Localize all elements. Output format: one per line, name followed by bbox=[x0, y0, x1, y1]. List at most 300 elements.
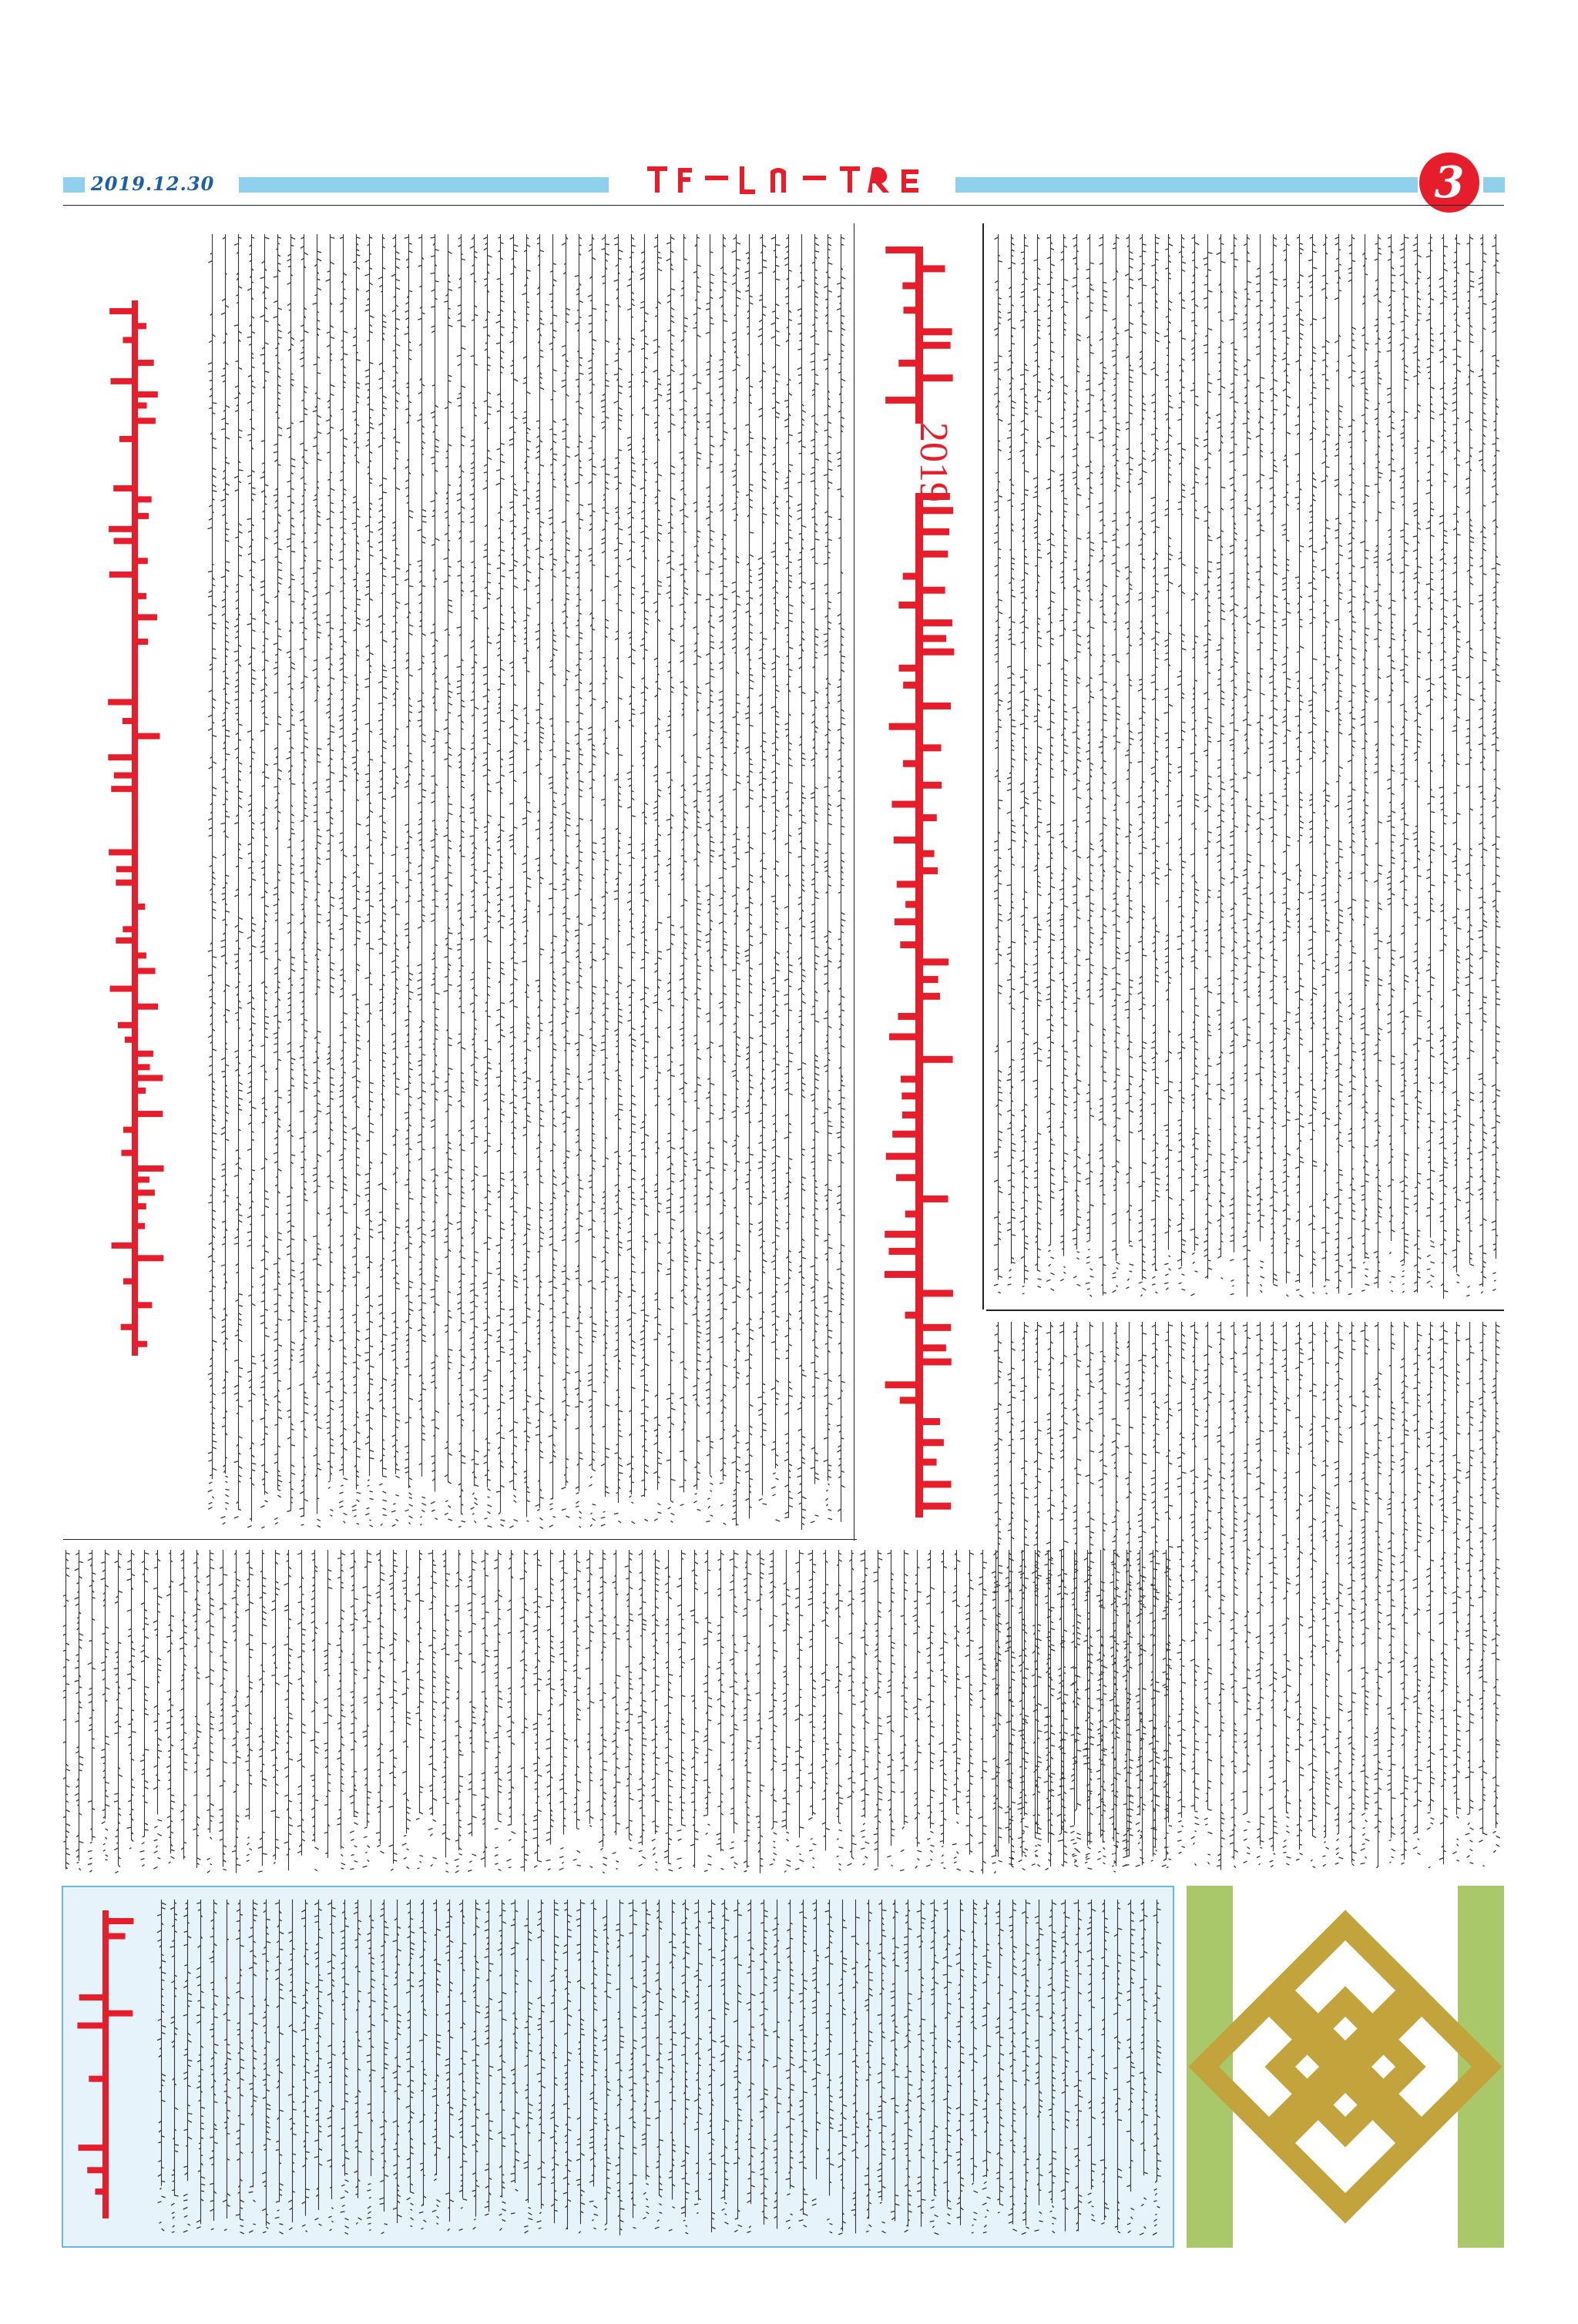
glyph-stroke bbox=[1234, 1001, 1238, 1003]
glyph-stroke bbox=[1431, 1240, 1434, 1242]
glyph-stroke bbox=[1190, 753, 1195, 754]
glyph-stroke bbox=[1256, 1073, 1261, 1075]
glyph-stroke bbox=[1431, 563, 1434, 565]
glyph-stroke bbox=[1073, 257, 1076, 259]
title-stroke bbox=[123, 926, 135, 932]
glyph-stroke bbox=[1335, 1124, 1339, 1125]
glyph-stroke bbox=[1116, 1262, 1120, 1264]
glyph-stroke bbox=[994, 1217, 999, 1219]
glyph-stroke bbox=[1243, 1111, 1247, 1112]
glyph-stroke bbox=[1361, 371, 1365, 373]
glyph-stroke bbox=[1156, 975, 1159, 977]
glyph-stroke bbox=[1352, 740, 1356, 741]
glyph-stroke bbox=[1479, 843, 1483, 844]
glyph-stroke bbox=[1073, 1229, 1077, 1231]
title-stroke bbox=[135, 1051, 153, 1057]
glyph-stroke bbox=[1352, 899, 1357, 900]
glyph-stroke bbox=[1021, 1135, 1024, 1137]
glyph-stroke bbox=[1439, 286, 1444, 287]
glyph-stroke bbox=[1025, 407, 1028, 408]
glyph-stroke bbox=[1208, 391, 1211, 392]
glyph-stroke bbox=[1405, 542, 1409, 545]
glyph-stroke bbox=[1375, 418, 1378, 420]
glyph-stroke bbox=[1048, 391, 1051, 394]
glyph-stroke bbox=[1164, 688, 1168, 690]
glyph-stroke bbox=[1457, 1115, 1462, 1117]
glyph-stroke bbox=[1182, 237, 1185, 240]
glyph-stroke bbox=[841, 379, 845, 381]
glyph-stroke bbox=[1452, 730, 1457, 731]
glyph-stroke bbox=[1483, 660, 1487, 661]
glyph-stroke bbox=[1130, 266, 1133, 268]
glyph-stroke bbox=[1274, 379, 1278, 381]
glyph-stroke bbox=[1392, 323, 1395, 324]
headline-stroke bbox=[920, 551, 948, 558]
glyph-stroke bbox=[1073, 629, 1076, 630]
glyph-stroke bbox=[1309, 820, 1313, 823]
glyph-stroke bbox=[1261, 1215, 1265, 1216]
glyph-stroke bbox=[1313, 875, 1317, 876]
glyph-stroke bbox=[1444, 696, 1448, 698]
glyph-stroke bbox=[1274, 279, 1278, 280]
glyph-stroke bbox=[1322, 275, 1325, 276]
glyph-stroke bbox=[837, 1132, 841, 1134]
glyph-stroke bbox=[1116, 706, 1120, 707]
glyph-stroke bbox=[1326, 1038, 1330, 1039]
glyph-stroke bbox=[1418, 1182, 1421, 1184]
glyph-stroke bbox=[1466, 676, 1470, 678]
glyph-stroke bbox=[1313, 499, 1316, 501]
glyph-stroke bbox=[1452, 1249, 1457, 1251]
header-bar-left bbox=[63, 177, 85, 193]
glyph-stroke bbox=[1077, 605, 1080, 606]
glyph-stroke bbox=[999, 1113, 1002, 1115]
glyph-stroke bbox=[1457, 889, 1461, 890]
glyph-stroke bbox=[1413, 867, 1417, 868]
glyph-stroke bbox=[1169, 633, 1172, 635]
glyph-stroke bbox=[1392, 1276, 1395, 1277]
glyph-stroke bbox=[1051, 379, 1054, 381]
glyph-stroke bbox=[1012, 595, 1016, 597]
glyph-stroke bbox=[1059, 635, 1063, 636]
glyph-stroke bbox=[1457, 631, 1461, 632]
glyph-stroke bbox=[1099, 503, 1103, 505]
glyph-stroke bbox=[1007, 1079, 1012, 1080]
glyph-stroke bbox=[1178, 419, 1182, 421]
glyph-stroke bbox=[841, 717, 845, 719]
glyph-stroke bbox=[1234, 652, 1239, 654]
glyph-stroke bbox=[1126, 1089, 1130, 1090]
glyph-stroke bbox=[1021, 791, 1025, 793]
glyph-stroke bbox=[841, 1438, 844, 1439]
glyph-stroke bbox=[1020, 1071, 1024, 1072]
glyph-stroke bbox=[1470, 965, 1473, 967]
glyph-stroke bbox=[1064, 745, 1069, 746]
glyph-stroke bbox=[1313, 1263, 1317, 1266]
glyph-stroke bbox=[1339, 1063, 1342, 1065]
glyph-stroke bbox=[1400, 1259, 1404, 1262]
glyph-stroke bbox=[1247, 952, 1251, 954]
glyph-stroke bbox=[1090, 548, 1095, 550]
glyph-stroke bbox=[1270, 1098, 1274, 1099]
glyph-stroke bbox=[999, 914, 1002, 915]
glyph-stroke bbox=[1021, 509, 1025, 510]
glyph-stroke bbox=[1048, 479, 1051, 481]
glyph-stroke bbox=[1470, 341, 1474, 342]
glyph-stroke bbox=[1405, 1246, 1408, 1247]
glyph-stroke bbox=[1300, 1125, 1304, 1127]
glyph-stroke bbox=[1400, 273, 1405, 276]
glyph-stroke bbox=[1025, 759, 1028, 761]
glyph-stroke bbox=[1130, 377, 1133, 378]
glyph-stroke bbox=[1012, 672, 1015, 675]
glyph-stroke bbox=[1156, 1292, 1158, 1293]
glyph-stroke bbox=[1169, 474, 1172, 475]
glyph-stroke bbox=[1309, 522, 1312, 523]
glyph-stroke bbox=[1090, 696, 1095, 698]
glyph-stroke bbox=[1326, 710, 1330, 712]
glyph-stroke bbox=[1300, 545, 1304, 547]
glyph-stroke bbox=[1033, 1042, 1038, 1045]
glyph-stroke bbox=[1204, 848, 1208, 849]
glyph-stroke bbox=[1126, 422, 1130, 424]
glyph-stroke bbox=[1234, 693, 1237, 695]
glyph-stroke bbox=[1466, 873, 1470, 874]
glyph-stroke bbox=[994, 1284, 999, 1286]
glyph-stroke bbox=[1116, 982, 1121, 984]
glyph-stroke bbox=[1261, 1121, 1264, 1122]
glyph-stroke bbox=[1261, 911, 1264, 913]
glyph-stroke bbox=[1378, 622, 1382, 623]
glyph-stroke bbox=[1378, 873, 1382, 874]
glyph-stroke bbox=[1257, 722, 1260, 723]
glyph-stroke bbox=[1414, 418, 1417, 419]
glyph-stroke bbox=[1339, 1169, 1342, 1171]
glyph-stroke bbox=[1103, 1071, 1106, 1072]
glyph-stroke bbox=[1195, 967, 1198, 969]
glyph-stroke bbox=[1274, 1003, 1278, 1004]
glyph-stroke bbox=[1375, 408, 1378, 410]
glyph-stroke bbox=[1208, 328, 1213, 330]
glyph-stroke bbox=[1413, 243, 1417, 246]
glyph-stroke bbox=[1038, 992, 1041, 994]
glyph-stroke bbox=[1374, 1251, 1378, 1253]
glyph-stroke bbox=[837, 283, 841, 284]
glyph-stroke bbox=[1452, 1092, 1457, 1094]
glyph-stroke bbox=[1221, 1001, 1225, 1003]
glyph-stroke bbox=[1020, 783, 1024, 785]
glyph-stroke bbox=[838, 1509, 841, 1511]
glyph-stroke bbox=[1496, 1115, 1500, 1117]
glyph-stroke bbox=[1051, 470, 1055, 472]
glyph-stroke bbox=[1283, 1047, 1287, 1049]
glyph-stroke bbox=[995, 1051, 999, 1052]
glyph-stroke bbox=[1322, 360, 1325, 361]
glyph-stroke bbox=[1427, 991, 1430, 992]
glyph-stroke bbox=[1284, 778, 1287, 780]
glyph-stroke bbox=[828, 539, 832, 541]
glyph-stroke bbox=[1130, 865, 1133, 867]
glyph-stroke bbox=[1244, 243, 1247, 246]
glyph-stroke bbox=[1099, 511, 1103, 513]
glyph-stroke bbox=[1496, 636, 1501, 638]
glyph-stroke bbox=[1177, 443, 1181, 444]
glyph-stroke bbox=[999, 317, 1002, 318]
glyph-stroke bbox=[1274, 1273, 1278, 1276]
glyph-stroke bbox=[1143, 1276, 1147, 1278]
glyph-stroke bbox=[1339, 494, 1342, 496]
glyph-stroke bbox=[1230, 609, 1234, 612]
glyph-stroke bbox=[1388, 259, 1392, 260]
glyph-stroke bbox=[1269, 716, 1273, 719]
glyph-stroke bbox=[1038, 1222, 1041, 1225]
glyph-stroke bbox=[1130, 370, 1134, 371]
glyph-stroke bbox=[1156, 780, 1159, 783]
glyph-stroke bbox=[1231, 1235, 1234, 1236]
glyph-stroke bbox=[1217, 815, 1220, 817]
glyph-stroke bbox=[1454, 261, 1457, 263]
glyph-stroke bbox=[1453, 364, 1457, 365]
glyph-stroke bbox=[1339, 690, 1342, 691]
glyph-stroke bbox=[1480, 1092, 1483, 1093]
glyph-stroke bbox=[1426, 705, 1431, 707]
glyph-stroke bbox=[1125, 952, 1130, 954]
glyph-stroke bbox=[1192, 940, 1195, 941]
glyph-stroke bbox=[1375, 343, 1378, 344]
glyph-stroke bbox=[1178, 558, 1181, 559]
glyph-stroke bbox=[1444, 1073, 1449, 1074]
glyph-stroke bbox=[1116, 661, 1120, 662]
glyph-stroke bbox=[1047, 539, 1051, 541]
glyph-stroke bbox=[1025, 797, 1029, 800]
glyph-stroke bbox=[1270, 1023, 1273, 1025]
glyph-stroke bbox=[1326, 467, 1330, 468]
glyph-stroke bbox=[1470, 280, 1475, 282]
glyph-stroke bbox=[1204, 656, 1207, 659]
glyph-stroke bbox=[1310, 622, 1313, 624]
glyph-stroke bbox=[1296, 481, 1299, 482]
glyph-stroke bbox=[1156, 1083, 1160, 1084]
glyph-stroke bbox=[1009, 1269, 1012, 1272]
glyph-stroke bbox=[1287, 603, 1291, 604]
glyph-stroke bbox=[1361, 1106, 1365, 1108]
glyph-stroke bbox=[1496, 360, 1499, 361]
glyph-stroke bbox=[1012, 243, 1015, 246]
glyph-stroke bbox=[1195, 761, 1198, 763]
glyph-stroke bbox=[1020, 723, 1025, 725]
glyph-stroke bbox=[1217, 576, 1220, 578]
glyph-stroke bbox=[1086, 806, 1089, 808]
glyph-stroke bbox=[1012, 988, 1016, 990]
glyph-stroke bbox=[1479, 459, 1482, 461]
glyph-stroke bbox=[1287, 559, 1290, 561]
glyph-stroke bbox=[1178, 838, 1181, 840]
title-stroke bbox=[135, 1064, 150, 1070]
glyph-stroke bbox=[995, 747, 998, 749]
glyph-stroke bbox=[1274, 557, 1277, 558]
glyph-stroke bbox=[1022, 1109, 1025, 1111]
glyph-stroke bbox=[1073, 886, 1077, 887]
glyph-stroke bbox=[1256, 930, 1260, 932]
glyph-stroke bbox=[1100, 944, 1103, 945]
glyph-stroke bbox=[1113, 1104, 1116, 1105]
glyph-stroke bbox=[1287, 1272, 1291, 1273]
glyph-stroke bbox=[1021, 263, 1024, 264]
glyph-stroke bbox=[1100, 1098, 1103, 1100]
glyph-stroke bbox=[1195, 593, 1198, 595]
title-stroke bbox=[121, 1324, 135, 1330]
glyph-stroke bbox=[1231, 342, 1234, 344]
glyph-stroke bbox=[1392, 950, 1396, 951]
glyph-stroke bbox=[1112, 394, 1116, 396]
glyph-stroke bbox=[1116, 423, 1120, 424]
glyph-stroke bbox=[1270, 388, 1273, 390]
side-title bbox=[92, 293, 177, 1363]
glyph-stroke bbox=[1496, 1049, 1499, 1051]
glyph-stroke bbox=[1401, 1062, 1405, 1064]
glyph-stroke bbox=[1454, 556, 1457, 558]
glyph-stroke bbox=[1310, 439, 1313, 441]
glyph-stroke bbox=[1326, 1118, 1330, 1119]
glyph-stroke bbox=[1274, 471, 1278, 472]
glyph-stroke bbox=[1090, 1205, 1094, 1206]
glyph-stroke bbox=[1130, 823, 1133, 826]
glyph-stroke bbox=[1389, 1282, 1391, 1283]
glyph-stroke bbox=[1287, 1238, 1290, 1239]
glyph-stroke bbox=[1208, 571, 1212, 572]
glyph-stroke bbox=[1348, 602, 1352, 603]
glyph-stroke bbox=[1362, 709, 1365, 711]
glyph-stroke bbox=[1296, 759, 1299, 760]
glyph-stroke bbox=[1008, 458, 1011, 460]
glyph-stroke bbox=[1247, 1040, 1251, 1041]
main-headline bbox=[871, 231, 971, 1533]
glyph-stroke bbox=[1217, 1219, 1221, 1222]
glyph-stroke bbox=[1025, 278, 1028, 280]
glyph-stroke bbox=[1452, 669, 1457, 670]
glyph-stroke bbox=[1271, 989, 1274, 991]
glyph-stroke bbox=[1335, 667, 1339, 669]
glyph-stroke bbox=[1283, 316, 1287, 317]
glyph-stroke bbox=[1352, 581, 1356, 582]
title-stroke bbox=[135, 1223, 145, 1229]
glyph-stroke bbox=[1444, 1113, 1447, 1115]
glyph-stroke bbox=[1466, 641, 1470, 642]
glyph-stroke bbox=[1492, 1221, 1496, 1223]
glyph-stroke bbox=[1230, 744, 1234, 745]
glyph-stroke bbox=[1470, 412, 1473, 414]
glyph-stroke bbox=[999, 985, 1002, 988]
glyph-stroke bbox=[1388, 903, 1391, 905]
headline-stroke bbox=[885, 246, 918, 253]
glyph-stroke bbox=[1140, 1085, 1143, 1087]
glyph-stroke bbox=[1169, 1150, 1173, 1151]
glyph-stroke bbox=[1051, 801, 1056, 803]
glyph-stroke bbox=[1038, 929, 1042, 930]
glyph-stroke bbox=[1274, 1102, 1277, 1104]
glyph-stroke bbox=[1496, 947, 1501, 948]
glyph-stroke bbox=[1048, 304, 1051, 307]
glyph-stroke bbox=[1401, 420, 1404, 421]
glyph-stroke bbox=[1038, 894, 1042, 896]
glyph-stroke bbox=[1221, 1278, 1224, 1279]
glyph-stroke bbox=[1440, 1027, 1444, 1028]
glyph-stroke bbox=[1452, 572, 1456, 574]
glyph-stroke bbox=[1153, 852, 1156, 853]
glyph-stroke bbox=[1418, 298, 1422, 300]
glyph-stroke bbox=[995, 963, 999, 964]
glyph-stroke bbox=[1230, 1212, 1234, 1214]
glyph-stroke bbox=[1335, 297, 1339, 300]
glyph-stroke bbox=[1444, 356, 1447, 357]
glyph-stroke bbox=[1313, 1161, 1318, 1162]
glyph-stroke bbox=[1130, 404, 1133, 407]
glyph-stroke bbox=[1008, 701, 1012, 703]
glyph-stroke bbox=[1099, 746, 1103, 747]
glyph-stroke bbox=[1230, 451, 1234, 453]
glyph-stroke bbox=[999, 870, 1002, 872]
glyph-stroke bbox=[838, 1137, 841, 1138]
glyph-stroke bbox=[1322, 984, 1326, 986]
glyph-stroke bbox=[1401, 933, 1404, 934]
glyph-stroke bbox=[1112, 318, 1116, 320]
glyph-stroke bbox=[1012, 831, 1016, 833]
glyph-stroke bbox=[1326, 434, 1330, 435]
glyph-stroke bbox=[1077, 949, 1081, 951]
glyph-stroke bbox=[1059, 1189, 1064, 1191]
glyph-stroke bbox=[1061, 479, 1064, 481]
title-stroke bbox=[135, 1165, 164, 1172]
glyph-stroke bbox=[1492, 519, 1496, 521]
glyph-stroke bbox=[1064, 695, 1067, 696]
glyph-stroke bbox=[1405, 1233, 1409, 1235]
glyph-stroke bbox=[1274, 649, 1278, 650]
glyph-stroke bbox=[1152, 675, 1156, 676]
glyph-stroke bbox=[1348, 513, 1351, 514]
glyph-stroke bbox=[1231, 666, 1234, 667]
glyph-stroke bbox=[1060, 1241, 1063, 1242]
glyph-stroke bbox=[1415, 572, 1418, 574]
glyph-stroke bbox=[1300, 1038, 1303, 1040]
glyph-stroke bbox=[828, 244, 831, 246]
headline-stroke bbox=[920, 342, 951, 349]
glyph-stroke bbox=[1405, 1153, 1409, 1155]
title-stroke bbox=[116, 866, 135, 872]
headline-stroke bbox=[896, 1174, 918, 1181]
glyph-stroke bbox=[1452, 393, 1456, 395]
glyph-stroke bbox=[1208, 890, 1211, 891]
glyph-stroke bbox=[1046, 1065, 1050, 1066]
glyph-stroke bbox=[1466, 461, 1469, 463]
glyph-stroke bbox=[1038, 1249, 1041, 1250]
glyph-stroke bbox=[841, 853, 844, 854]
glyph-stroke bbox=[1090, 289, 1094, 291]
glyph-stroke bbox=[1270, 1041, 1274, 1044]
glyph-stroke bbox=[1401, 1091, 1405, 1092]
glyph-stroke bbox=[1492, 300, 1496, 303]
glyph-stroke bbox=[1012, 965, 1016, 967]
glyph-stroke bbox=[1064, 552, 1067, 553]
glyph-stroke bbox=[1339, 1174, 1343, 1175]
glyph-stroke bbox=[1261, 1276, 1264, 1279]
glyph-stroke bbox=[1064, 1075, 1069, 1076]
glyph-stroke bbox=[995, 606, 999, 608]
glyph-stroke bbox=[1362, 1235, 1365, 1237]
glyph-stroke bbox=[1025, 1247, 1028, 1249]
glyph-stroke bbox=[1426, 492, 1431, 494]
glyph-stroke bbox=[1051, 957, 1054, 959]
glyph-stroke bbox=[1466, 719, 1469, 720]
